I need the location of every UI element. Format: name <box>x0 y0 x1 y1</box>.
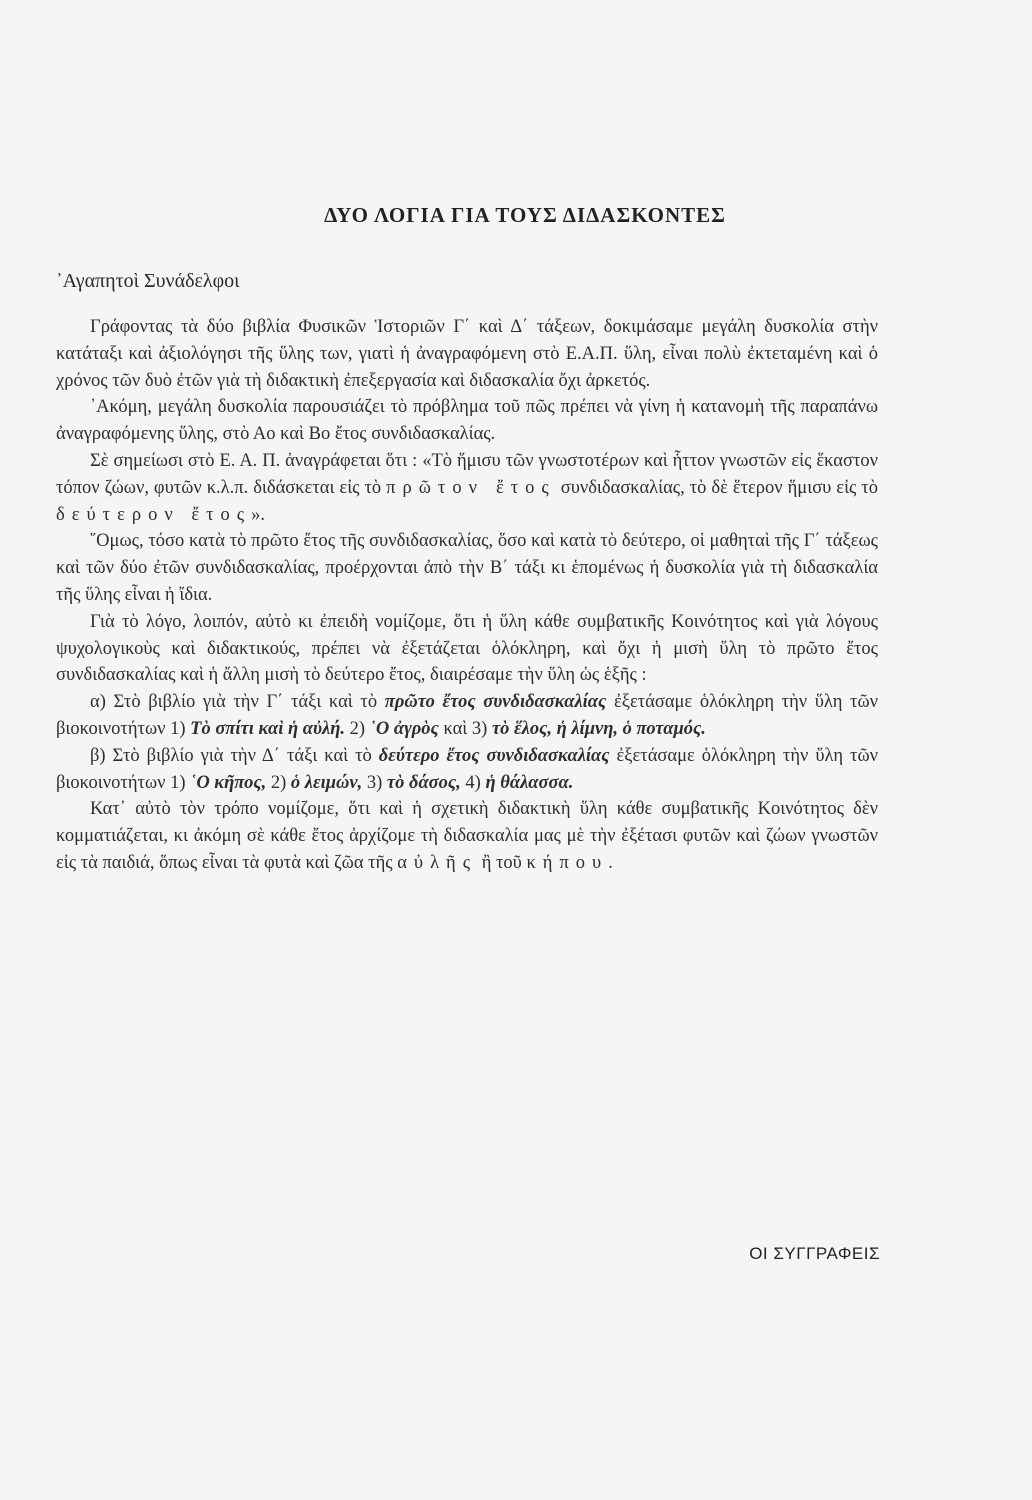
list-item-b <box>56 743 878 797</box>
page-title: ΔΥΟ ΛΟΓΙΑ ΓΙΑ ΤΟΥΣ ΔΙΔΑΣΚΟΝΤΕΣ <box>324 203 726 227</box>
paragraph-text: ἐξετάσαμε ὁλόκληρη τὴν ὕλη τῶν βιοκοινοτήτων 1) <box>56 745 878 793</box>
paragraph: ᾿Ακόμη, μεγάλη δυσκολία παρουσιάζει τὸ πρόβλημα τοῦ πῶς πρέπει νὰ γίνη ἡ κατανομὴ τῆς παραπάνω ἀναγραφόμενης ὕλης, στὸ Αο καὶ Βο ἔτος συνδιδασκαλίας. <box>56 397 878 445</box>
paragraph-text: α) Στὸ βιβλίο γιὰ τὴν Γ΄ τάξι καὶ τὸ <box>90 692 378 713</box>
paragraph-text: ἢ τοῦ <box>481 852 522 873</box>
paragraph-text: ἐξετάσαμε ὁλόκληρη τὴν ὕλη τῶν βιοκοινοτήτων 1) <box>56 692 879 739</box>
spaced-text: πρῶτον ἔτος <box>386 477 556 498</box>
emphasis-text: ὁ λειμών, <box>290 772 363 793</box>
paragraph-text: ». <box>251 504 265 525</box>
paragraph-text: 4) <box>465 772 481 793</box>
paragraph-text: συνδιδασκαλίας, τὸ δὲ ἕτερον ἥμισυ εἰς τὸ <box>560 477 879 498</box>
emphasis-text: ἡ θάλασσα. <box>485 772 574 793</box>
paragraph-text: 3) <box>366 772 383 793</box>
emphasis-text: τὸ δάσος, <box>386 772 461 793</box>
signature: ΟΙ ΣΥΓΓΡΑΦΕΙΣ <box>749 1244 880 1263</box>
paragraph <box>56 796 878 876</box>
emphasis-text: πρῶτο ἔτος συνδιδασκαλίας <box>384 692 607 713</box>
emphasis-text: τὸ ἕλος, ἡ λίμνη, ὁ ποταμός. <box>491 718 706 739</box>
spaced-text: κήπου. <box>526 852 620 873</box>
paragraph-text: Κατ᾿ αὐτὸ τὸν τρόπο νομίζομε, ὅτι καὶ ἡ σχετικὴ διδακτικὴ ὕλη κάθε συμβατικῆς Κοινότητος δὲν κομματιάζεται, κι ἀκόμη σὲ κάθε ἔτος ἀρχίζομε τὴ διδασκαλία μας μὲ τὴν ἐξέτασι φυτῶν καὶ ζώων γνωστῶν εἰς τὰ παιδιά, ὅπως εἶναι τὰ φυτὰ καὶ ζῶα τῆς <box>56 799 878 873</box>
emphasis-text: ῾Ο ἀγρὸς <box>369 718 439 739</box>
paragraph <box>56 448 878 528</box>
paragraph-text: β) Στὸ βιβλίο γιὰ τὴν Δ΄ τάξι καὶ τὸ <box>90 745 372 766</box>
paragraph: Γράφοντας τὰ δύο βιβλία Φυσικῶν Ἱστοριῶν Γ΄ καὶ Δ΄ τάξεων, δοκιμάσαμε μεγάλη δυσκολία στὴν κατάταξι καὶ ἀξιολόγησι τῆς ὕλης των, γιατὶ ἡ ἀναγραφόμενη στὸ Ε.Α.Π. ὕλη, εἶναι πολὺ ἐκτεταμένη καὶ ὁ χρόνος τῶν δυὸ ἐτῶν γιὰ τὴ διδακτικὴ ἐπεξεργασία καὶ διδασκαλία ὄχι ἀρκετός. <box>56 317 878 391</box>
paragraph-text: 2) <box>349 718 366 739</box>
spaced-text: δεύτερον ἔτος <box>56 504 252 525</box>
paragraph-text: καὶ 3) <box>443 718 488 739</box>
emphasis-text: Τὸ σπίτι καὶ ἡ αὐλή. <box>190 718 346 739</box>
emphasis-text: δεύτερο ἔτος συνδιδασκαλίας <box>378 745 610 766</box>
paragraph-text: Σὲ σημείωσι στὸ Ε. Α. Π. ἀναγράφεται ὅτι : «Τὸ ἥμισυ τῶν γνωστοτέρων καὶ ἧττον γνωστῶν εἰς ἕκαστον τόπον ζώων, φυτῶν κ.λ.π. διδάσκεται εἰς τὸ <box>56 450 878 498</box>
paragraph-text: 2) <box>270 772 287 793</box>
emphasis-text: ῾Ο κῆπος, <box>190 772 267 793</box>
body-text <box>56 314 878 877</box>
list-item-a <box>56 689 878 743</box>
spaced-text: αὐλῆς <box>397 852 478 873</box>
paragraph: ῞Ομως, τόσο κατὰ τὸ πρῶτο ἔτος τῆς συνδιδασκαλίας, ὅσο καὶ κατὰ τὸ δεύτερο, οἱ μαθηταὶ τῆς Γ΄ τάξεως καὶ τῶν δύο ἐτῶν συνδιδασκαλίας, προέρχονται ἀπὸ τὴν Β΄ τάξι κι ἑπομένως ἡ δυσκολία γιὰ τὴ διδασκαλία τῆς ὕλης εἶναι ἡ ἴδια. <box>56 531 878 605</box>
salutation: ᾿Αγαπητοὶ Συνάδελφοι <box>56 270 240 292</box>
paragraph: Γιὰ τὸ λόγο, λοιπόν, αὐτὸ κι ἐπειδὴ νομίζομε, ὅτι ἡ ὕλη κάθε συμβατικῆς Κοινότητος καὶ γιὰ λόγους ψυχολογικοὺς καὶ διδακτικούς, πρέπει νὰ ἐξετάζεται ὁλόκληρη, καὶ ὄχι ἡ μισὴ ὕλη τὸ πρῶτο ἔτος συνδιδασκαλίας καὶ ἡ ἄλλη μισὴ τὸ δεύτερο ἔτος, διαιρέσαμε τὴν ὕλη ὡς ἑξῆς : <box>56 611 878 686</box>
